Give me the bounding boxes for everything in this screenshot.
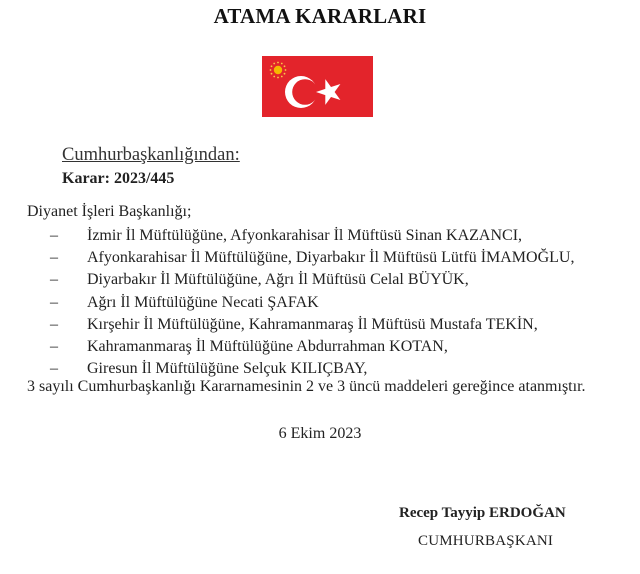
document-title: ATAMA KARARLARI xyxy=(213,4,427,28)
signer-title: CUMHURBAŞKANI xyxy=(418,533,554,549)
list-item xyxy=(27,314,574,336)
decision-date: 6 Ekim 2023 xyxy=(278,425,362,442)
dash-bullet: – xyxy=(50,227,58,244)
dash-bullet: – xyxy=(50,315,58,333)
list-item xyxy=(27,247,574,269)
turkish-presidential-flag-icon xyxy=(262,56,373,117)
appointment-text: Giresun İl Müftülüğüne Selçuk KILIÇBAY, xyxy=(87,360,368,378)
dash-bullet: – xyxy=(50,293,58,311)
dash-bullet: – xyxy=(50,271,58,289)
decision-number: Karar: 2023/445 xyxy=(62,170,175,187)
list-item xyxy=(27,269,574,291)
appointment-text: Kırşehir İl Müftülüğüne, Kahramanmaraş İl Müftüsü Mustafa TEKİN, xyxy=(87,315,538,333)
appointment-text: Diyarbakır İl Müftülüğüne, Ağrı İl Müftüsü Celal BÜYÜK, xyxy=(87,271,469,289)
signer-name: Recep Tayyip ERDOĞAN xyxy=(399,505,566,521)
appointment-text: İzmir İl Müftülüğüne, Afyonkarahisar İl Müftüsü Sinan KAZANCI, xyxy=(87,227,523,244)
list-item xyxy=(27,225,574,247)
dash-bullet: – xyxy=(50,360,58,378)
appointment-text: Afyonkarahisar İl Müftülüğüne, Diyarbakır İl Müftüsü Lütfü İMAMOĞLU, xyxy=(87,249,575,267)
list-item xyxy=(27,292,574,314)
list-item xyxy=(27,336,574,358)
addressee: Diyanet İşleri Başkanlığı; xyxy=(27,203,192,220)
appointment-text: Ağrı İl Müftülüğüne Necati ŞAFAK xyxy=(87,293,319,311)
issuer-heading: Cumhurbaşkanlığından: xyxy=(62,145,240,165)
appointment-text: Kahramanmaraş İl Müftülüğüne Abdurrahman KOTAN, xyxy=(87,338,448,356)
dash-bullet: – xyxy=(50,249,58,267)
appointment-list xyxy=(27,225,574,380)
closing-statement: 3 sayılı Cumhurbaşkanlığı Kararnamesinin 2 ve 3 üncü maddeleri gereğince atanmıştır. xyxy=(27,378,586,395)
dash-bullet: – xyxy=(50,338,58,356)
